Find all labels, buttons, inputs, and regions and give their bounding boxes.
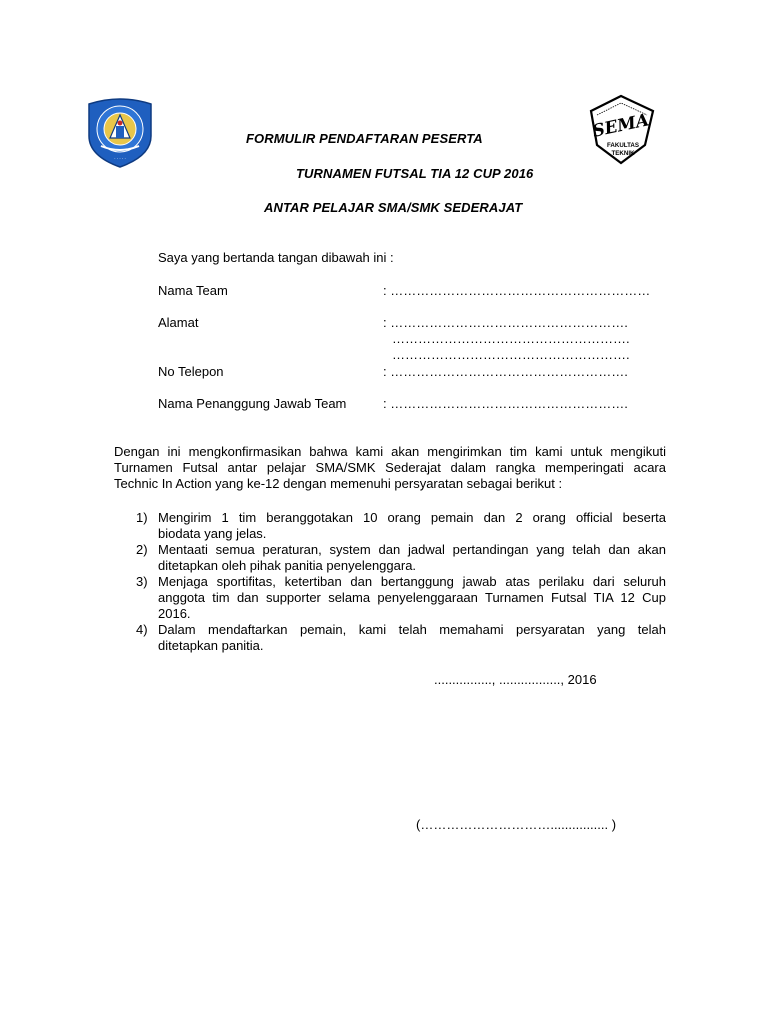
paragraph-line: Technic In Action yang ke-12 dengan memenuhi persyaratan sebagai berikut : [114,476,563,491]
confirmation-paragraph [114,444,666,492]
tournament-title: TURNAMEN FUTSAL TIA 12 CUP 2016 [296,166,534,181]
paragraph-line: Turnamen Futsal antar pelajar SMA/SMK Sederajat dalam rangka memperingati acara [114,460,666,475]
nama-team-label: Nama Team [158,283,228,298]
penanggung-jawab-field[interactable]: : ………………………………………………. [383,396,628,411]
alamat-field-line-3[interactable]: ………………………………………………. [392,347,630,362]
nama-team-field[interactable]: : …………………………………………………… [383,283,651,298]
penanggung-jawab-label: Nama Penanggung Jawab Team [158,396,347,411]
list-item-number: 2) [136,542,148,557]
alamat-label: Alamat [158,315,199,330]
list-item-text: Dalam mendaftarkan pemain, kami telah memahami persyaratan yang telah [158,622,666,637]
list-item [114,510,666,542]
list-item-number: 3) [136,574,148,589]
svg-text:· · · · ·: · · · · · [114,156,126,161]
paragraph-line: Dengan ini mengkonfirmasikan bahwa kami akan mengirimkan tim kami untuk mengikuti [114,444,666,459]
list-item [114,574,666,622]
university-shield-logo [83,96,157,168]
svg-text:TEKNIK: TEKNIK [611,150,635,157]
alamat-field-line-1[interactable]: : ………………………………………………. [383,315,628,330]
list-item-text: Menjaga sportifitas, ketertiban dan bertanggung jawab atas perilaku dari seluruh [158,574,666,589]
list-item-text: anggota tim dan supporter selama penyelenggaraan Turnamen Futsal TIA 12 Cup [158,590,666,605]
form-title: FORMULIR PENDAFTARAN PESERTA [246,131,483,146]
list-item [114,622,666,654]
list-item-text: Mentaati semua peraturan, system dan jadwal pertandingan yang telah dan akan [158,542,666,557]
no-telepon-label: No Telepon [158,364,224,379]
svg-text:FAKULTAS: FAKULTAS [606,142,640,149]
participants-subtitle: ANTAR PELAJAR SMA/SMK SEDERAJAT [264,200,523,215]
list-item-text: 2016. [158,606,191,621]
list-item-text: biodata yang jelas. [158,526,267,541]
sema-fakultas-teknik-logo [583,93,659,165]
list-item-text: ditetapkan oleh pihak panitia penyelenggara. [158,558,417,573]
list-item [114,542,666,574]
list-item-text: Mengirim 1 tim beranggotakan 10 orang pemain dan 2 orang official beserta [158,510,666,525]
svg-text:SEMA: SEMA [590,110,651,142]
signature-name-field[interactable]: (…………………………................ ) [416,817,617,832]
list-item-number: 1) [136,510,148,525]
date-place-field[interactable]: ................, ................., 2016 [434,672,597,687]
requirements-list [114,510,666,654]
list-item-number: 4) [136,622,148,637]
list-item-text: ditetapkan panitia. [158,638,264,653]
alamat-field-line-2[interactable]: ………………………………………………. [392,331,630,346]
intro-statement: Saya yang bertanda tangan dibawah ini : [158,250,394,265]
no-telepon-field[interactable]: : ………………………………………………. [383,364,628,379]
